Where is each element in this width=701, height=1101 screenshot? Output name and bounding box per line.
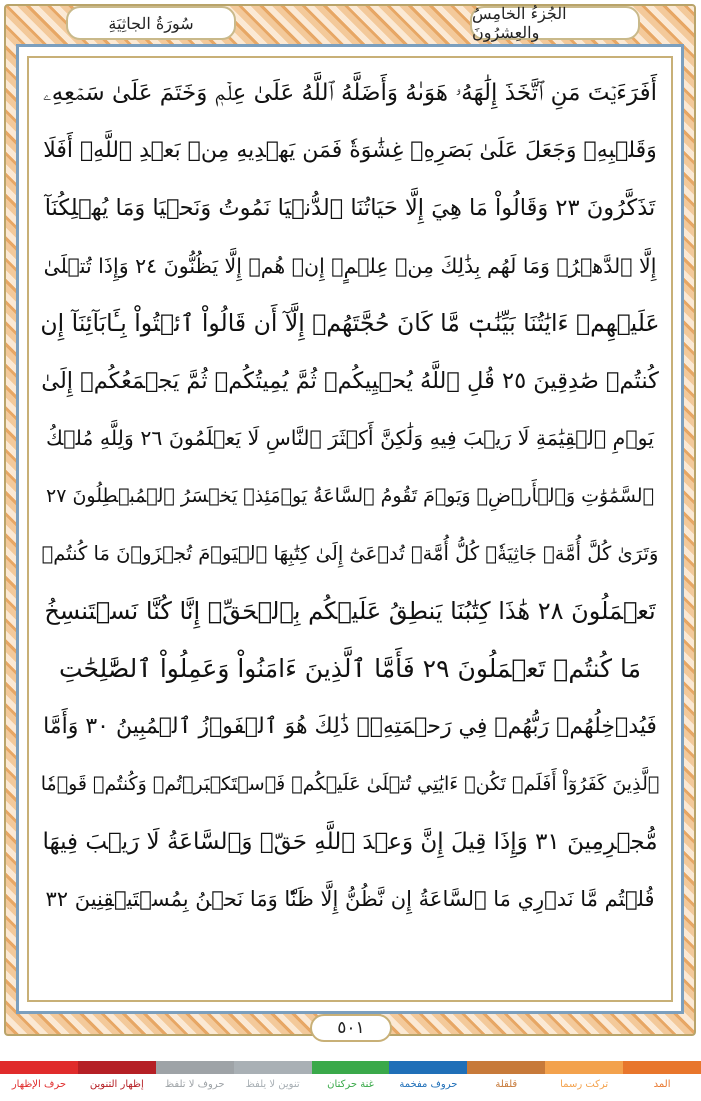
text-line: عَلَيۡهِمۡ ءَايَٰتُنَا بَيِّنَٰتٖ مَّا كَانَ حُجَّتَهُمۡ إِلَّآ أَن قَالُواْ ٱئۡتُواْ بِـَٔابَآئِنَآ إِن — [40, 309, 660, 338]
legend-color-swatch — [312, 1061, 390, 1074]
legend-item — [467, 1061, 545, 1101]
text-line: مَا كُنتُمۡ تَعۡمَلُونَ ٢٩ فَأَمَّا ٱلَّذِينَ ءَامَنُواْ وَعَمِلُواْ ٱلصَّٰلِحَٰتِ — [58, 654, 642, 684]
legend-label: حروف مفخمة — [399, 1079, 458, 1090]
legend-item — [234, 1061, 312, 1101]
text-line: وَقَلۡبِهِۦ وَجَعَلَ عَلَىٰ بَصَرِهِۦ غِشَٰوَةٗ فَمَن يَهۡدِيهِ مِنۢ بَعۡدِ ٱللَّهِۚ أَفَلَا — [43, 137, 657, 163]
juz-name: الجُزءُ الخامِسُ والعِشرُونَ — [470, 6, 640, 40]
text-line: مُّجۡرِمِينَ ٣١ وَإِذَا قِيلَ إِنَّ وَعۡدَ ٱللَّهِ حَقّٞ وَٱلسَّاعَةُ لَا رَيۡبَ فِيهَا — [42, 828, 658, 855]
text-line: كُنتُمۡ صَٰدِقِينَ ٢٥ قُلِ ٱللَّهُ يُحۡيِيكُمۡ ثُمَّ يُمِيتُكُمۡ ثُمَّ يَجۡمَعُكُمۡ إِلَىٰ — [41, 367, 659, 394]
text-line: يَوۡمِ ٱلۡقِيَٰمَةِ لَا رَيۡبَ فِيهِ وَلَٰكِنَّ أَكۡثَرَ ٱلنَّاسِ لَا يَعۡلَمُونَ ٢٦ وَلِلَّهِ مُلۡكُ — [46, 426, 654, 451]
legend-color-swatch — [0, 1061, 78, 1074]
text-line: وَتَرَىٰ كُلَّ أُمَّةٖ جَاثِيَةٗۚ كُلُّ أُمَّةٖ تُدۡعَىٰٓ إِلَىٰ كِتَٰبِهَا ٱلۡيَوۡمَ تُجۡزَوۡنَ مَا كُنتُمۡ — [41, 542, 659, 566]
text-line: تَذَكَّرُونَ ٢٣ وَقَالُواْ مَا هِيَ إِلَّا حَيَاتُنَا ٱلدُّنۡيَا نَمُوتُ وَنَحۡيَا وَمَا يُهۡلِكُنَآ — [44, 194, 656, 221]
legend-item — [312, 1061, 390, 1101]
legend-label: تنوين لا يلفظ — [245, 1079, 300, 1090]
surah-name: سُورَةُ الجاثِيَةِ — [66, 6, 236, 40]
page-number: ٥٠١ — [310, 1014, 392, 1042]
legend-label: حرف الإظهار — [11, 1079, 67, 1090]
legend-label: إظهار التنوين — [89, 1079, 144, 1090]
legend-item — [389, 1061, 467, 1101]
text-line: أَفَرَءَيۡتَ مَنِ ٱتَّخَذَ إِلَٰهَهُۥ هَوَىٰهُ وَأَضَلَّهُ ٱللَّهُ عَلَىٰ عِلۡمٖ وَخَتَمَ عَلَىٰ سَمۡعِهِۦ — [42, 79, 658, 106]
legend-label: حروف لا تلفظ — [164, 1079, 225, 1090]
legend-label: قلقلة — [495, 1079, 518, 1090]
text-line: إِلَّا ٱلدَّهۡرُۚ وَمَا لَهُم بِذَٰلِكَ مِنۡ عِلۡمٍۖ إِنۡ هُمۡ إِلَّا يَظُنُّونَ ٢٤ وَإِذَا تُتۡلَىٰ — [43, 253, 657, 278]
legend-color-swatch — [545, 1061, 623, 1074]
legend-color-swatch — [389, 1061, 467, 1074]
text-line: قُلۡتُم مَّا نَدۡرِي مَا ٱلسَّاعَةُ إِن نَّظُنُّ إِلَّا ظَنّٗا وَمَا نَحۡنُ بِمُسۡتَيۡقِنِينَ ٣٢ — [45, 887, 655, 912]
legend-color-swatch — [234, 1061, 312, 1074]
tajweed-legend — [0, 1061, 701, 1101]
text-line: ٱلَّذِينَ كَفَرُوٓاْ أَفَلَمۡ تَكُنۡ ءَايَٰتِي تُتۡلَىٰ عَلَيۡكُمۡ فَٱسۡتَكۡبَرۡتُمۡ وَكُنتُمۡ قَوۡمٗا — [40, 772, 660, 795]
legend-item — [623, 1061, 701, 1101]
legend-label: المد — [653, 1079, 671, 1090]
text-line: ٱلسَّمَٰوَٰتِ وَٱلۡأَرۡضِۚ وَيَوۡمَ تَقُومُ ٱلسَّاعَةُ يَوۡمَئِذٖ يَخۡسَرُ ٱلۡمُبۡطِلُونَ ٢٧ — [46, 484, 654, 507]
legend-item — [0, 1061, 78, 1101]
legend-label: تركت رسما — [560, 1079, 609, 1090]
legend-color-swatch — [78, 1061, 156, 1074]
quran-text — [40, 64, 660, 928]
text-line: تَعۡمَلُونَ ٢٨ هَٰذَا كِتَٰبُنَا يَنطِقُ عَلَيۡكُم بِٱلۡحَقِّۚ إِنَّا كُنَّا نَسۡتَنسِخُ — [44, 597, 656, 626]
legend-color-swatch — [467, 1061, 545, 1074]
legend-item — [545, 1061, 623, 1101]
legend-item — [78, 1061, 156, 1101]
legend-color-swatch — [156, 1061, 234, 1074]
legend-color-swatch — [623, 1061, 701, 1074]
legend-label: غنة حركتان — [327, 1079, 374, 1090]
text-line: فَيُدۡخِلُهُمۡ رَبُّهُمۡ فِي رَحۡمَتِهِۦۚ ذَٰلِكَ هُوَ ٱلۡفَوۡزُ ٱلۡمُبِينُ ٣٠ وَأَمَّا — [43, 713, 657, 739]
legend-item — [156, 1061, 234, 1101]
